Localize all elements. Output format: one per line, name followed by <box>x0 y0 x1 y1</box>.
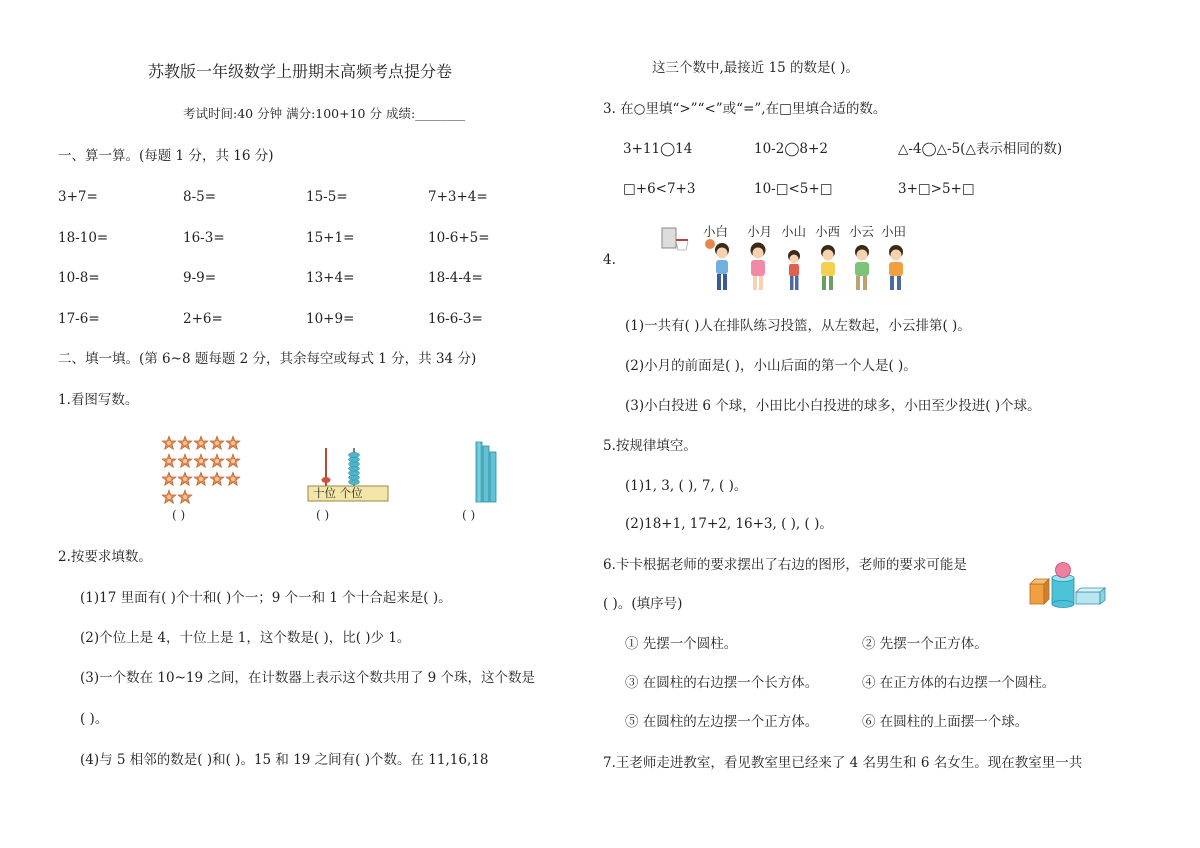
shapes-figure <box>1028 562 1108 608</box>
q5-item: (2)18+1, 17+2, 16+3, ( ), ( )。 <box>625 516 833 532</box>
q5-item: (1)1, 3, ( ), 7, ( )。 <box>625 478 748 494</box>
calc-item: 18-10= <box>58 230 109 246</box>
calc-item: 10-6+5= <box>428 230 490 246</box>
compare-item: □+6<7+3 <box>623 181 696 197</box>
q6-option: ⑥ 在圆柱的上面摆一个球。 <box>862 714 1029 730</box>
calc-item: 3+7= <box>58 189 98 205</box>
cylinder-icon <box>1052 575 1074 608</box>
calc-item: 16-3= <box>183 230 225 246</box>
q6-option: ⑤ 在圆柱的左边摆一个正方体。 <box>625 714 819 730</box>
calc-item: 15+1= <box>306 230 355 246</box>
answer-blank: ( ) <box>462 508 476 522</box>
star-icon <box>162 454 240 467</box>
child-name: 小白 <box>703 224 729 239</box>
answer-blank: ( ) <box>316 508 330 522</box>
calc-item: 13+4= <box>306 270 355 286</box>
child-icon <box>855 245 869 290</box>
calc-item: 7+3+4= <box>428 189 488 205</box>
child-icon <box>788 250 800 290</box>
q2-item: (2)个位上是 4，十位上是 1，这个数是( )，比( )少 1。 <box>80 630 411 646</box>
q2-item: (3)一个数在 10~19 之间，在计数器上表示这个数共用了 9 个珠，这个数是 <box>80 670 536 686</box>
q4-number: 4. <box>603 252 616 268</box>
calc-item: 17-6= <box>58 311 100 327</box>
basketball-icon <box>705 239 715 249</box>
calc-item: 16-6-3= <box>428 311 483 327</box>
calc-item: 10+9= <box>306 311 355 327</box>
q6-option: ④ 在正方体的右边摆一个圆柱。 <box>862 675 1056 691</box>
q2-continuation: 这三个数中,最接近 15 的数是( )。 <box>652 60 859 76</box>
q6-option: ③ 在圆柱的右边摆一个长方体。 <box>625 675 819 691</box>
star-icon <box>162 490 192 503</box>
child-icon <box>751 243 766 291</box>
q1-title: 1.看图写数。 <box>58 392 139 408</box>
child-icon <box>821 245 835 290</box>
q6-option: ① 先摆一个圆柱。 <box>625 636 738 652</box>
child-name: 小山 <box>781 224 807 239</box>
q6-option: ② 先摆一个正方体。 <box>862 636 988 652</box>
answer-blank: ( ) <box>172 508 186 522</box>
calc-item: 2+6= <box>183 311 223 327</box>
child-name: 小月 <box>747 224 773 239</box>
q4-item: (2)小月的前面是( )，小山后面的第一个人是( )。 <box>625 358 917 374</box>
q2-item: (4)与 5 相邻的数是( )和( )。15 和 19 之间有( )个数。在 11,16,18 <box>80 752 489 768</box>
q4-item: (3)小白投进 6 个球，小田比小白投进的球多，小田至少投进( )个球。 <box>625 398 1041 414</box>
cuboid-icon <box>1076 588 1105 604</box>
sticks-figure <box>470 440 500 506</box>
compare-item: 10-2◯8+2 <box>754 141 828 157</box>
stars-figure <box>160 434 246 506</box>
compare-item: 3+□>5+□ <box>898 181 975 197</box>
child-icon <box>715 243 729 290</box>
section2-heading: 二、填一填。(第 6~8 题每题 2 分，其余每空或每式 1 分，共 34 分) <box>58 351 477 367</box>
child-name: 小田 <box>881 224 907 239</box>
page-title: 苏教版一年级数学上册期末高频考点提分卷 <box>148 62 453 81</box>
section1-heading: 一、算一算。(每题 1 分，共 16 分) <box>58 148 274 164</box>
calc-item: 18-4-4= <box>428 270 483 286</box>
q6-title: 6.卡卡根据老师的要求摆出了右边的图形，老师的要求可能是 <box>603 557 967 573</box>
q2-title: 2.按要求填数。 <box>58 549 152 565</box>
compare-item: △-4◯△-5(△表示相同的数) <box>898 141 1063 157</box>
cube-icon <box>1030 579 1049 604</box>
star-icon <box>162 436 240 449</box>
compare-item: 10-□<5+□ <box>754 181 833 197</box>
child-name: 小西 <box>815 224 841 239</box>
abacus-label: 十位 个位 <box>313 486 363 500</box>
child-icon <box>889 245 903 290</box>
q5-title: 5.按规律填空。 <box>603 438 697 454</box>
child-name: 小云 <box>849 224 875 239</box>
q4-item: (1)一共有( )人在排队练习投篮，从左数起，小云排第( )。 <box>625 318 971 334</box>
q2-item: ( )。 <box>80 711 109 727</box>
star-icon <box>162 472 240 485</box>
calc-item: 8-5= <box>183 189 217 205</box>
compare-item: 3+11◯14 <box>623 141 693 157</box>
calc-item: 9-9= <box>183 270 217 286</box>
q2-item: (1)17 里面有( )个十和( )个一；9 个一和 1 个十合起来是( )。 <box>80 590 452 606</box>
q6-line2: ( )。(填序号) <box>603 596 683 612</box>
q3-title: 3. 在○里填“>”“<”或“=”,在□里填合适的数。 <box>603 101 887 117</box>
q7-title: 7.王老师走进教室，看见教室里已经来了 4 名男生和 6 名女生。现在教室里一共 <box>603 755 1083 771</box>
calc-item: 15-5= <box>306 189 348 205</box>
exam-info: 考试时间:40 分钟 满分:100+10 分 成绩:________ <box>183 106 466 121</box>
ball-icon <box>1056 563 1071 578</box>
calc-item: 10-8= <box>58 270 100 286</box>
